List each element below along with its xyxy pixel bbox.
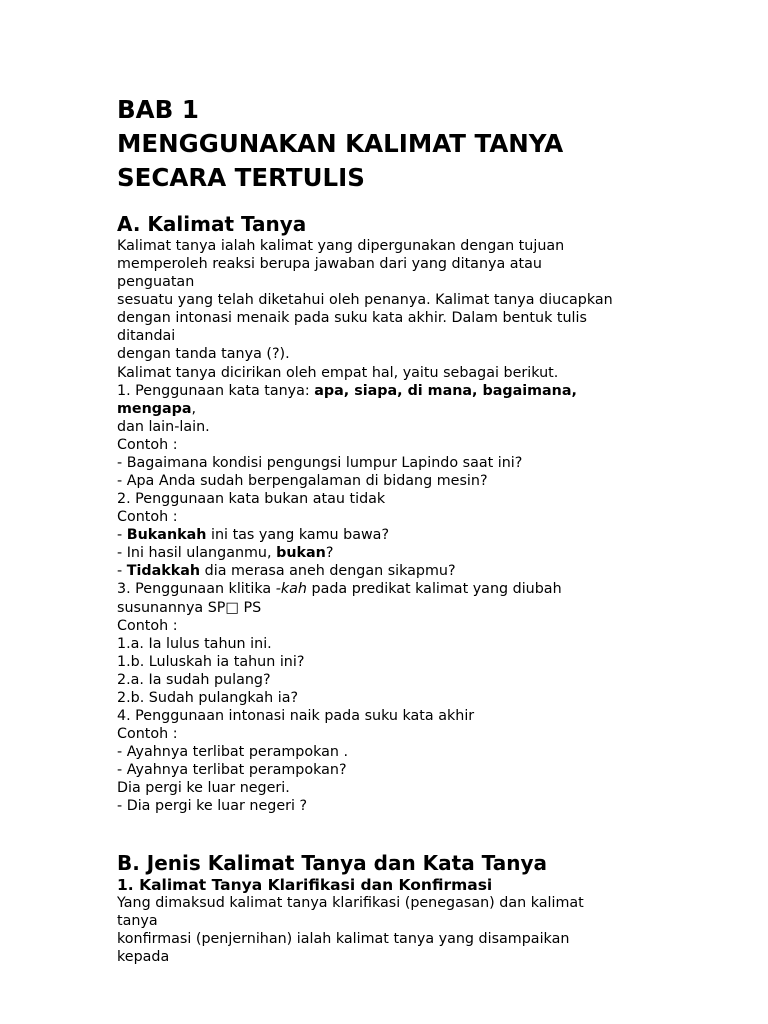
chapter-title	[117, 93, 563, 195]
text-line: dan lain-lain.	[117, 418, 210, 435]
text-line: tanya	[117, 913, 158, 930]
example-line	[117, 562, 613, 580]
text-line: ditandai	[117, 328, 176, 345]
bold-text: bukan	[276, 545, 326, 562]
text-run: -	[117, 527, 127, 544]
bold-text: mengapa	[117, 400, 192, 417]
bold-text: Tidakkah	[126, 563, 201, 580]
example-line: - Dia pergi ke luar negeri ?	[117, 798, 308, 815]
example-line: - Apa Anda sudah berpengalaman di bidang mesin?	[117, 473, 488, 490]
example-label: Contoh :	[117, 726, 178, 743]
list-item	[117, 580, 613, 598]
list-item: 2. Penggunaan kata bukan atau tidak	[117, 491, 386, 508]
text-run: -	[117, 563, 127, 580]
text-line: memperoleh reaksi berupa jawaban dari yang ditanya atau	[117, 256, 542, 273]
example-line: 1.b. Luluskah ia tahun ini?	[117, 653, 305, 670]
section-a-heading: A. Kalimat Tanya	[117, 212, 307, 236]
chapter-title-line: MENGGUNAKAN KALIMAT TANYA	[117, 129, 564, 158]
italic-text: -kah	[275, 581, 307, 598]
list-item	[117, 382, 613, 400]
text-run: 1. Penggunaan kata tanya:	[117, 382, 315, 399]
text-line: sesuatu yang telah diketahui oleh penanya. Kalimat tanya diucapkan	[117, 292, 613, 309]
text-line: dengan tanda tanya (?).	[117, 346, 290, 363]
text-run: dia merasa aneh dengan sikapmu?	[200, 563, 456, 580]
text-run: ?	[325, 545, 334, 562]
bold-text: Bukankah	[126, 527, 207, 544]
example-label: Contoh :	[117, 617, 178, 634]
text-run: ,	[191, 400, 197, 417]
text-line: penguatan	[117, 274, 195, 291]
text-run: - Ini hasil ulanganmu,	[117, 545, 277, 562]
text-line: dengan intonasi menaik pada suku kata akhir. Dalam bentuk tulis	[117, 310, 587, 327]
text-line: susunannya SP□ PS	[117, 599, 262, 616]
text-run: ini tas yang kamu bawa?	[206, 527, 390, 544]
bold-text: apa, siapa, di mana, bagaimana,	[314, 382, 577, 399]
text-line: kepada	[117, 949, 170, 966]
example-line	[117, 544, 613, 562]
example-line: - Ayahnya terlibat perampokan?	[117, 762, 347, 779]
text-line	[117, 400, 613, 418]
chapter-number: BAB 1	[117, 95, 199, 124]
example-line: Dia pergi ke luar negeri.	[117, 780, 290, 797]
chapter-title-line: SECARA TERTULIS	[117, 163, 365, 192]
example-line: 1.a. Ia lulus tahun ini.	[117, 635, 272, 652]
section-a-body	[117, 237, 613, 816]
section-b-heading: B. Jenis Kalimat Tanya dan Kata Tanya	[117, 851, 547, 875]
list-item: 4. Penggunaan intonasi naik pada suku kata akhir	[117, 708, 475, 725]
section-b-body	[117, 894, 584, 966]
section-b-subheading: 1. Kalimat Tanya Klarifikasi dan Konfirmasi	[117, 876, 493, 894]
example-line: - Bagaimana kondisi pengungsi lumpur Lapindo saat ini?	[117, 454, 523, 471]
text-line: Yang dimaksud kalimat tanya klarifikasi (penegasan) dan kalimat	[117, 895, 584, 911]
example-line	[117, 526, 613, 544]
text-line: Kalimat tanya ialah kalimat yang dipergunakan dengan tujuan	[117, 238, 565, 254]
example-line: 2.a. Ia sudah pulang?	[117, 671, 271, 688]
example-line: - Ayahnya terlibat perampokan .	[117, 744, 349, 761]
example-label: Contoh :	[117, 509, 178, 526]
text-line: konfirmasi (penjernihan) ialah kalimat tanya yang disampaikan	[117, 931, 570, 948]
text-run: 3. Penggunaan klitika	[117, 581, 276, 598]
example-label: Contoh :	[117, 436, 178, 453]
example-line: 2.b. Sudah pulangkah ia?	[117, 689, 299, 706]
text-run: pada predikat kalimat yang diubah	[306, 581, 562, 598]
text-line: Kalimat tanya dicirikan oleh empat hal, yaitu sebagai berikut.	[117, 364, 559, 381]
